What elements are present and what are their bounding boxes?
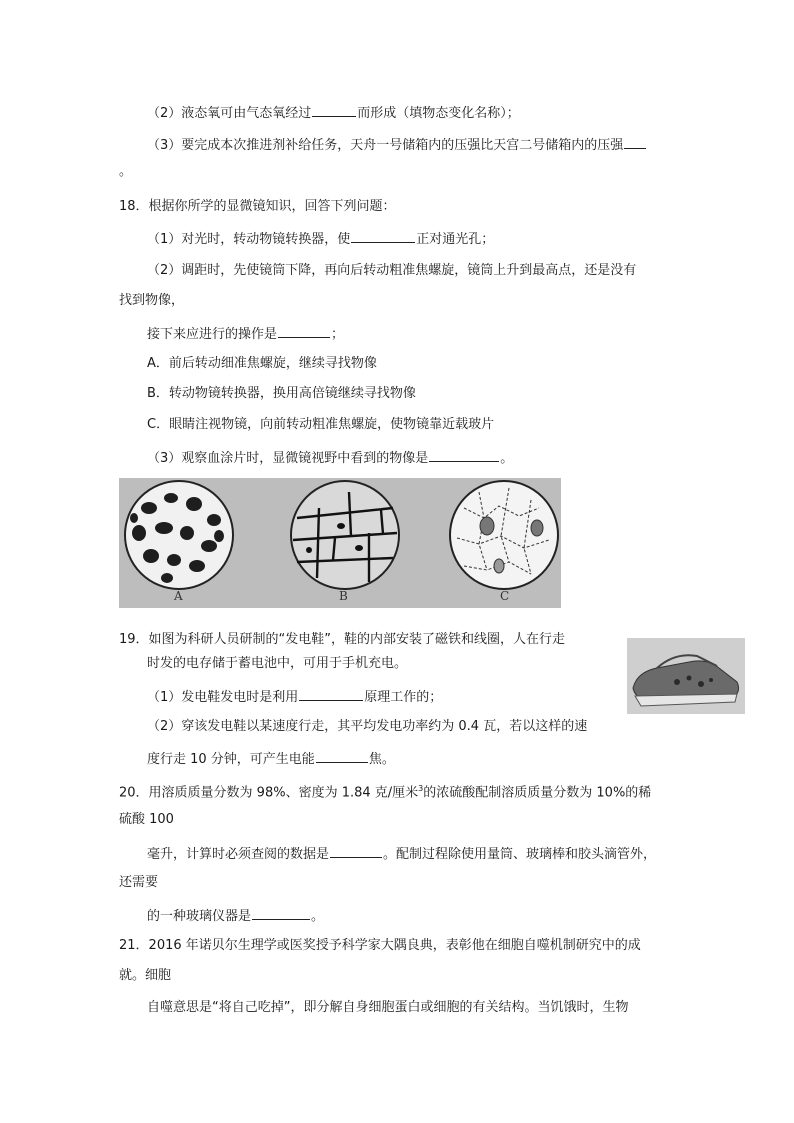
view-c-epidermis-cells xyxy=(450,481,558,589)
answer-blank[interactable] xyxy=(252,906,310,920)
view-a-blood-cells xyxy=(125,481,233,589)
power-shoe-image xyxy=(627,638,745,714)
q21-stem: 21．2016 年诺贝尔生理学或医奖授予科学家大隅良典，表彰他在细胞自噬机制研究中的成 xyxy=(119,938,641,953)
figure-label-c: C xyxy=(500,589,510,603)
q18-part3: （3）观察血涂片时，显微镜视野中看到的物像是 。 xyxy=(147,448,513,468)
q18-part2-cont: 找到物像， xyxy=(119,293,185,308)
answer-blank[interactable] xyxy=(316,749,368,763)
q18-part2-question: 接下来应进行的操作是 ； xyxy=(147,324,344,344)
q20-part1: 毫升，计算时必须查阅的数据是 。配制过程除使用量筒、玻璃棒和胶头滴管外， xyxy=(147,844,656,864)
q18-part1: （1）对光时，转动物镜转换器，使 正对通光孔； xyxy=(147,229,494,249)
option-c: C．眼睛注视物镜，向前转动粗准焦螺旋，使物镜靠近载玻片 xyxy=(147,417,495,432)
q21-stem-cont: 就。细胞 xyxy=(119,968,172,983)
q19-stem-cont: 时发的电存储于蓄电池中，可用于手机充电。 xyxy=(147,656,408,671)
q17-part3: （3）要完成本次推进剂补给任务，天舟一号储箱内的压强比天宫二号储箱内的压强 xyxy=(147,135,647,155)
figure-label-a: A xyxy=(174,589,183,603)
q21-body: 自噬意思是“将自己吃掉”，即分解自身细胞蛋白或细胞的有关结构。当饥饿时，生物 xyxy=(147,1000,629,1015)
answer-blank[interactable] xyxy=(624,135,646,149)
view-b-plant-cells xyxy=(291,481,399,589)
option-a: A．前后转动细准焦螺旋，继续寻找物像 xyxy=(147,356,377,371)
microscope-figure xyxy=(119,478,561,608)
q17-part2: （2）液态氧可由气态氧经过 而形成（填物态变化名称）； xyxy=(147,103,520,123)
answer-blank[interactable] xyxy=(312,103,356,117)
q18-part2: （2）调距时，先使镜筒下降，再向后转动粗准焦螺旋，镜筒上升到最高点，还是没有 xyxy=(147,263,637,278)
answer-blank[interactable] xyxy=(351,229,415,243)
shoe-illustration xyxy=(627,638,745,714)
answer-blank[interactable] xyxy=(299,687,363,701)
answer-blank[interactable] xyxy=(278,324,330,338)
q20-part1-cont: 还需要 xyxy=(119,875,159,890)
q20-part2: 的一种玻璃仪器是 。 xyxy=(147,906,324,926)
answer-blank[interactable] xyxy=(429,448,499,462)
q19-stem: 19．如图为科研人员研制的“发电鞋”，鞋的内部安装了磁铁和线圈，人在行走 xyxy=(119,632,566,647)
q19-part2: （2）穿该发电鞋以某速度行走，其平均发电功率约为 0.4 瓦，若以这样的速 xyxy=(147,719,588,734)
option-b: B．转动物镜转换器，换用高倍镜继续寻找物像 xyxy=(147,386,416,401)
q20-stem: 20．用溶质质量分数为 98%、密度为 1.84 克/厘米$^3$的浓硫酸配制溶质质量分数为 10%的稀 xyxy=(119,784,652,801)
figure-label-b: B xyxy=(339,589,348,603)
q19-part1: （1）发电鞋发电时是利用 原理工作的； xyxy=(147,687,442,707)
q19-part2-cont: 度行走 10 分钟，可产生电能 焦。 xyxy=(147,749,395,769)
q18-stem: 18．根据你所学的显微镜知识，回答下列问题： xyxy=(119,199,396,214)
q20-stem-cont: 硫酸 100 xyxy=(119,812,174,827)
q17-end: 。 xyxy=(119,164,133,179)
answer-blank[interactable] xyxy=(330,844,382,858)
